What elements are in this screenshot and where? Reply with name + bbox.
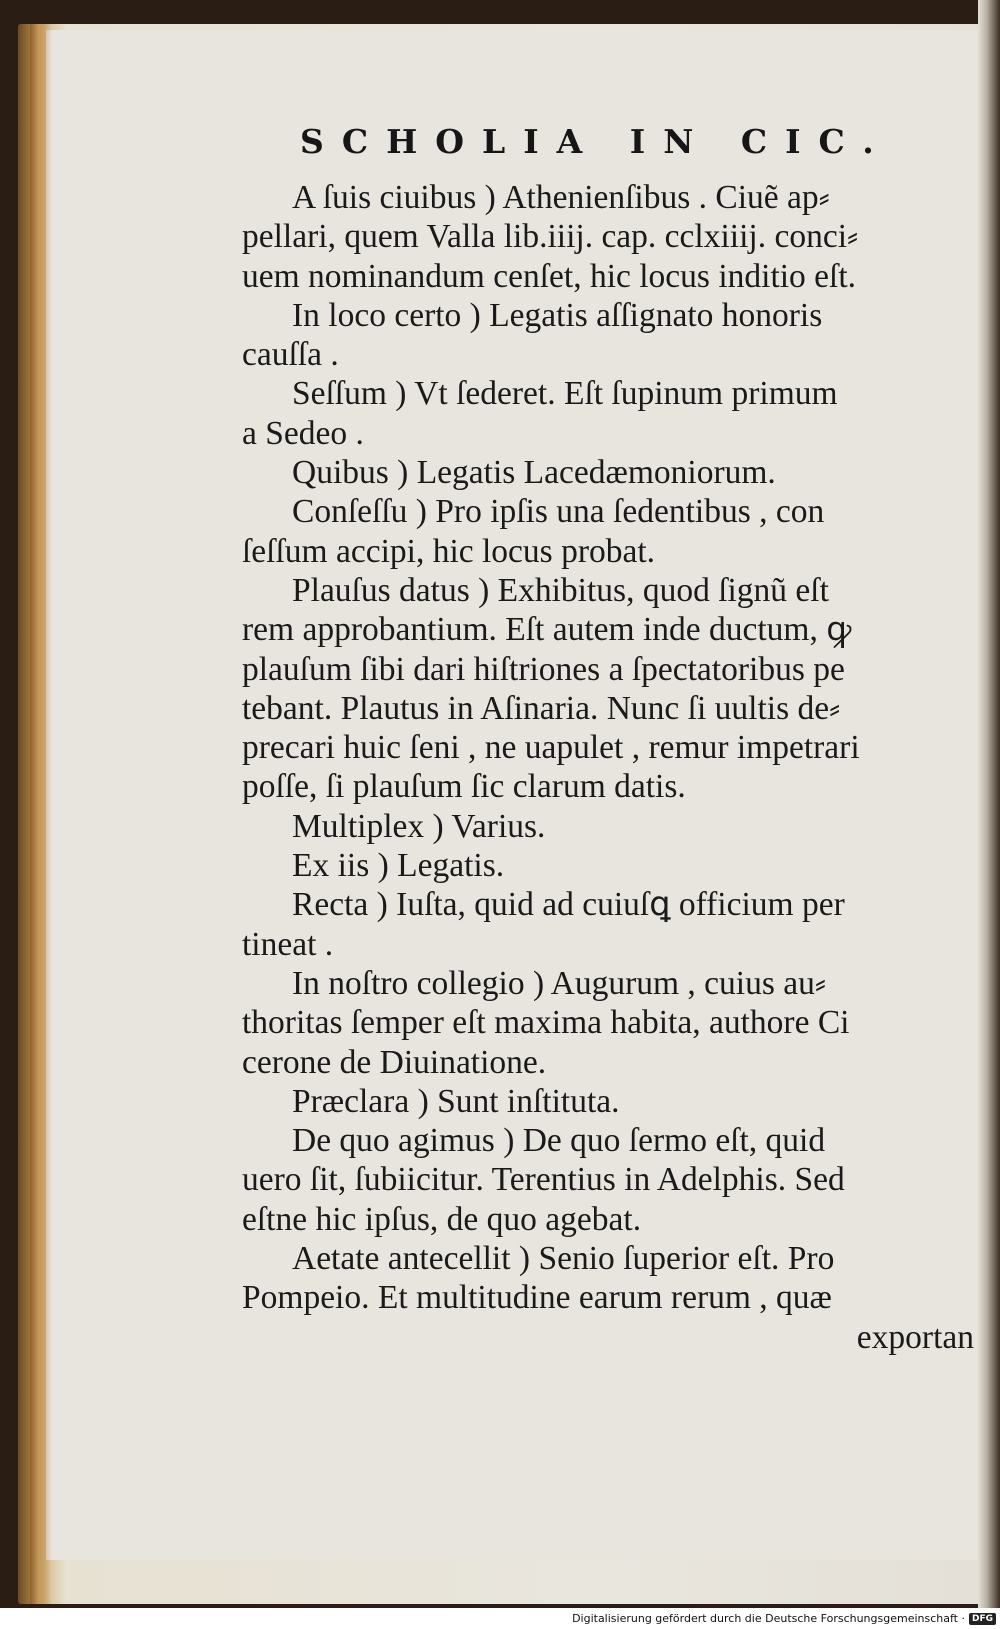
text-line: tebant. Plautus in Aſinaria. Nunc ſi uultis de⸗	[242, 689, 841, 727]
text-line: uem nominandum cenſet, hic locus inditio eſt.	[242, 257, 857, 295]
text-line: Ex iis ) Legatis.	[292, 847, 505, 885]
text-line: Multiplex ) Varius.	[292, 807, 546, 845]
text-line: ſeſſum accipi, hic locus probat.	[242, 532, 656, 570]
text-line: pellari, quem Valla lib.iiij. cap. cclxiiij. conci⸗	[242, 218, 859, 256]
text-line: precari huic ſeni , ne uapulet , remur impetrari	[242, 729, 860, 767]
text-line: tineat .	[242, 925, 334, 963]
text-line: In loco certo ) Legatis aſſignato honoris	[292, 296, 823, 334]
text-line: a Sedeo .	[242, 414, 364, 452]
body-text	[242, 178, 974, 1357]
text-line: eſtne hic ipſus, de quo agebat.	[242, 1200, 642, 1238]
text-line: Seſſum ) Vt ſederet. Eſt ſupinum primum	[292, 375, 838, 413]
credit-text: Digitalisierung gefördert durch die Deutsche Forschungsgemeinschaft ·	[572, 1612, 965, 1625]
text-line: thoritas ſemper eſt maxima habita, authore Ci	[242, 1004, 850, 1042]
text-line: Pompeio. Et multitudine earum rerum , quæ	[242, 1279, 832, 1317]
digitization-credit	[572, 1612, 996, 1625]
dfg-logo: DFG	[969, 1613, 996, 1625]
text-line: Plauſus datus ) Exhibitus, quod ſignũ eſt	[292, 571, 829, 609]
text-line: De quo agimus ) De quo ſermo eſt, quid	[292, 1122, 826, 1160]
text-line: A ſuis ciuibus ) Athenienſibus . Ciuẽ ap⸗	[292, 179, 830, 216]
page-right-edge	[978, 0, 1000, 1608]
text-line: uero ſit, ſubiicitur. Terentius in Adelphis. Sed	[242, 1161, 845, 1199]
text-line: Præclara ) Sunt inſtituta.	[292, 1082, 620, 1120]
text-line: Conſeſſu ) Pro ipſis una ſedentibus , con	[292, 493, 825, 531]
text-line: rem approbantium. Eſt autem inde ductum, ꝙ	[242, 611, 852, 649]
text-line: Quibus ) Legatis Lacedæmoniorum.	[292, 454, 776, 492]
text-line: cerone de Diuinatione.	[242, 1043, 547, 1081]
text-line: In noſtro collegio ) Augurum , cuius au⸗	[292, 964, 827, 1002]
text-line: plauſum ſibi dari hiſtriones a ſpectatoribus pe	[242, 650, 845, 688]
text-line: cauſſa .	[242, 336, 339, 374]
text-line: Aetate antecellit ) Senio ſuperior eſt. Pro	[292, 1240, 835, 1278]
text-line: Recta ) Iuſta, quid ad cuiuſꝗ officium per	[292, 886, 845, 924]
catchword: exportan	[856, 1318, 974, 1356]
spine-shadow	[30, 24, 52, 1604]
text-line: poſſe, ſi plauſum ſic clarum datis.	[242, 768, 686, 806]
running-head: SCHOLIA IN CIC.	[300, 122, 892, 161]
